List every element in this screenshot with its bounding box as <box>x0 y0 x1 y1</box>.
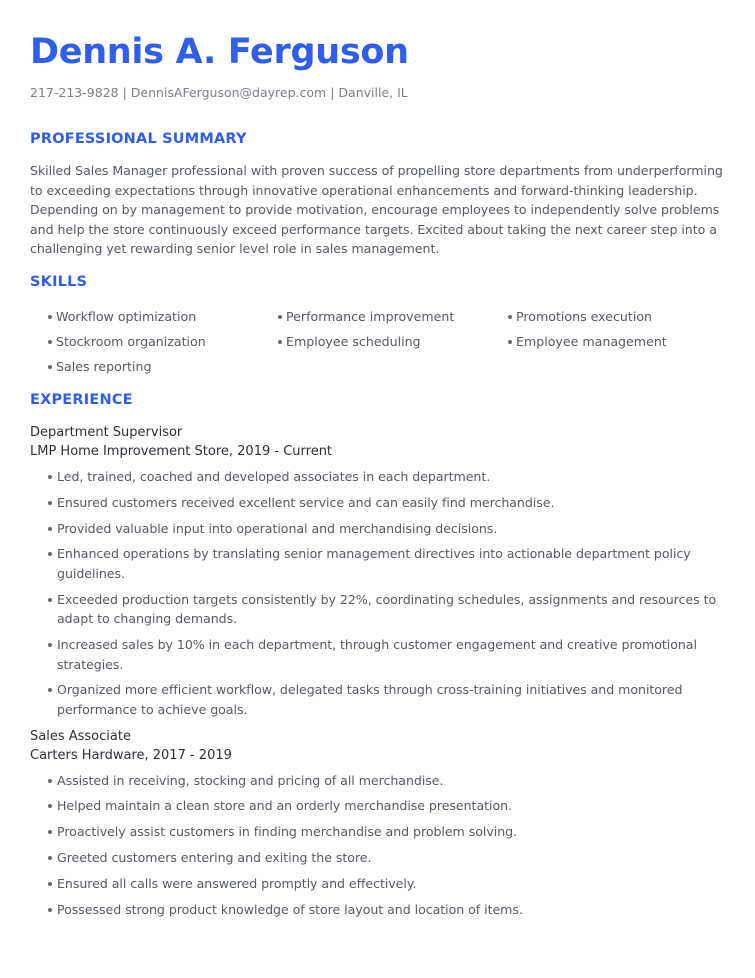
job-bullet: Exceeded production targets consistently by 22%, coordinating schedules, assignments and resources to adapt to changing demands. <box>30 590 725 629</box>
skill-item: Sales reporting <box>30 357 260 376</box>
job-entry <box>30 727 725 920</box>
job-bullet: Provided valuable input into operational and merchandising decisions. <box>30 519 725 539</box>
summary-heading: PROFESSIONAL SUMMARY <box>30 131 247 147</box>
job-bullet: Increased sales by 10% in each department, through customer engagement and creative promotional strategies. <box>30 635 725 674</box>
summary-text: Skilled Sales Manager professional with proven success of propelling store departments from underperforming to exceeding expectations through innovative operational enhancements and forward-thinking leadership. Depending on by management to provide motivation, encourage employees to independently solve problems and help the store continuously exceed performance targets. Excited about taking the next career step into a challenging yet rewarding senior level role in sales management. <box>30 163 723 257</box>
job-title: Department Supervisor <box>30 424 183 440</box>
job-company: LMP Home Improvement Store, 2019 - Current <box>30 443 333 459</box>
skill-item: Employee management <box>490 332 720 351</box>
candidate-name: Dennis A. Ferguson <box>30 32 409 72</box>
skills-list <box>30 307 725 376</box>
contact-line <box>30 84 725 102</box>
job-bullet: Enhanced operations by translating senior management directives into actionable department policy guidelines. <box>30 544 725 583</box>
skill-item: Stockroom organization <box>30 332 260 351</box>
job-bullet: Ensured all calls were answered promptly and effectively. <box>30 874 725 894</box>
job-bullet: Greeted customers entering and exiting the store. <box>30 848 725 868</box>
job-title: Sales Associate <box>30 728 131 744</box>
experience-heading: EXPERIENCE <box>30 391 133 408</box>
job-company: Carters Hardware, 2017 - 2019 <box>30 747 232 763</box>
job-bullet: Ensured customers received excellent service and can easily find merchandise. <box>30 493 725 513</box>
contact-separator: | <box>122 85 127 100</box>
contact-separator: | <box>330 85 335 100</box>
job-bullet: Led, trained, coached and developed associates in each department. <box>30 467 725 487</box>
job-entry <box>30 423 725 720</box>
skills-heading: SKILLS <box>30 273 88 290</box>
skill-item: Promotions execution <box>490 307 720 326</box>
job-bullet: Helped maintain a clean store and an orderly merchandise presentation. <box>30 796 725 816</box>
email: DennisAFerguson@dayrep.com <box>130 85 327 100</box>
job-bullet: Proactively assist customers in finding merchandise and problem solving. <box>30 822 725 842</box>
job-bullet: Organized more efficient workflow, delegated tasks through cross-training initiatives and monitored performance to achieve goals. <box>30 680 725 719</box>
skill-item: Performance improvement <box>260 307 490 326</box>
skill-item: Workflow optimization <box>30 307 260 326</box>
job-bullet: Assisted in receiving, stocking and pricing of all merchandise. <box>30 771 725 791</box>
skill-item: Employee scheduling <box>260 332 490 351</box>
location: Danville, IL <box>338 85 408 100</box>
job-bullet: Possessed strong product knowledge of store layout and location of items. <box>30 900 725 920</box>
phone: 217-213-9828 <box>30 85 119 100</box>
